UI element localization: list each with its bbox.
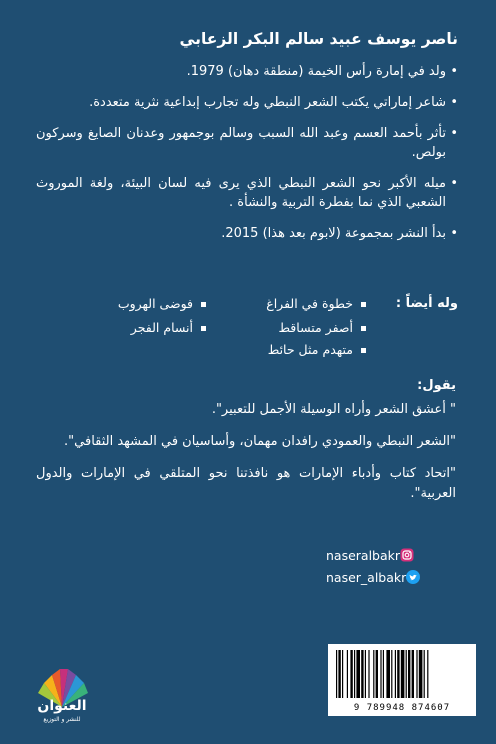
bio-item: • شاعر إماراتي يكتب الشعر النبطي وله تجارب إبداعية نثرية متعددة. (36, 93, 456, 112)
square-bullet-icon (361, 326, 366, 331)
work-item: متهدم مثل حائط (268, 342, 366, 357)
barcode-bar (361, 650, 363, 698)
work-item: خطوة في الفراغ (266, 296, 366, 311)
barcode-bar (354, 650, 355, 698)
barcode-bar (368, 650, 369, 698)
other-works (38, 292, 458, 362)
quotes-heading: يقول: (417, 378, 456, 393)
isbn-barcode (328, 644, 476, 716)
barcode-bar (347, 650, 348, 698)
bio-list (36, 62, 456, 255)
bio-item: • ميله الأكبر نحو الشعر النبطي الذي يرى فيه لسان البيئة، ولغة الموروث الشعبي الذي نما بفطرة التربية والنشأة . (36, 174, 456, 212)
barcode-bar (416, 650, 417, 698)
twitter-link[interactable]: naser_albakr (326, 568, 476, 586)
publisher-tagline: للنشر و التوزيع (43, 716, 81, 723)
bio-item: • تأثر بأحمد العسم وعبد الله السبب وسالم بوجمهور وعدنان الصايغ وسركون بولص. (36, 124, 456, 162)
twitter-icon (406, 570, 420, 584)
barcode-bar (412, 650, 414, 698)
author-name: ناصر يوسف عبيد سالم البكر الزعابي (179, 30, 458, 48)
barcode-bars (334, 650, 470, 698)
bio-item: • بدأ النشر بمجموعة (لابوم بعد هذا) 2015. (36, 224, 456, 243)
barcode-bar (397, 650, 399, 698)
barcode-bar (376, 650, 378, 698)
barcode-bar (406, 650, 407, 698)
quotes-list (36, 400, 456, 516)
barcode-bar (336, 650, 337, 698)
barcode-bar (424, 650, 425, 698)
barcode-bar (383, 650, 384, 698)
other-works-label: وله أيضاً : (395, 296, 458, 311)
square-bullet-icon (361, 302, 366, 307)
work-item: أصفر متساقط (278, 320, 366, 335)
isbn-number: 9 789948 874607 (353, 703, 451, 713)
work-item: أنسام الفجر (131, 320, 206, 335)
square-bullet-icon (201, 326, 206, 331)
barcode-bar (408, 650, 410, 698)
barcode-bar (419, 650, 423, 698)
barcode-bar (427, 650, 428, 698)
barcode-bar (338, 650, 340, 698)
publisher-name: العنوان (37, 698, 87, 714)
work-item: فوضى الهروب (118, 296, 206, 311)
barcode-bar (342, 650, 343, 698)
quote: " أعشق الشعر وأراه الوسيلة الأجمل للتعبير". (211, 402, 456, 417)
instagram-link[interactable]: naseralbakr (326, 546, 476, 564)
barcode-bar (401, 650, 405, 698)
barcode-bar (373, 650, 374, 698)
quote: "الشعر النبطي والعمودي رافدان مهمان، وأساسيان في المشهد الثقافي". (64, 434, 456, 449)
quote: "اتحاد كتاب وأدباء الإمارات هو نافذتنا نحو المتلقي في الإمارات والدول العربية". (36, 466, 456, 501)
barcode-bar (356, 650, 360, 698)
barcode-bar (365, 650, 366, 698)
barcode-bar (380, 650, 381, 698)
barcode-bar (386, 650, 390, 698)
barcode-bar (350, 650, 352, 698)
barcode-bar (395, 650, 396, 698)
instagram-icon (400, 548, 414, 562)
barcode-bar (391, 650, 392, 698)
square-bullet-icon (361, 348, 366, 353)
square-bullet-icon (201, 302, 206, 307)
bio-item: • ولد في إمارة رأس الخيمة (منطقة دهان) 1979. (36, 62, 456, 81)
